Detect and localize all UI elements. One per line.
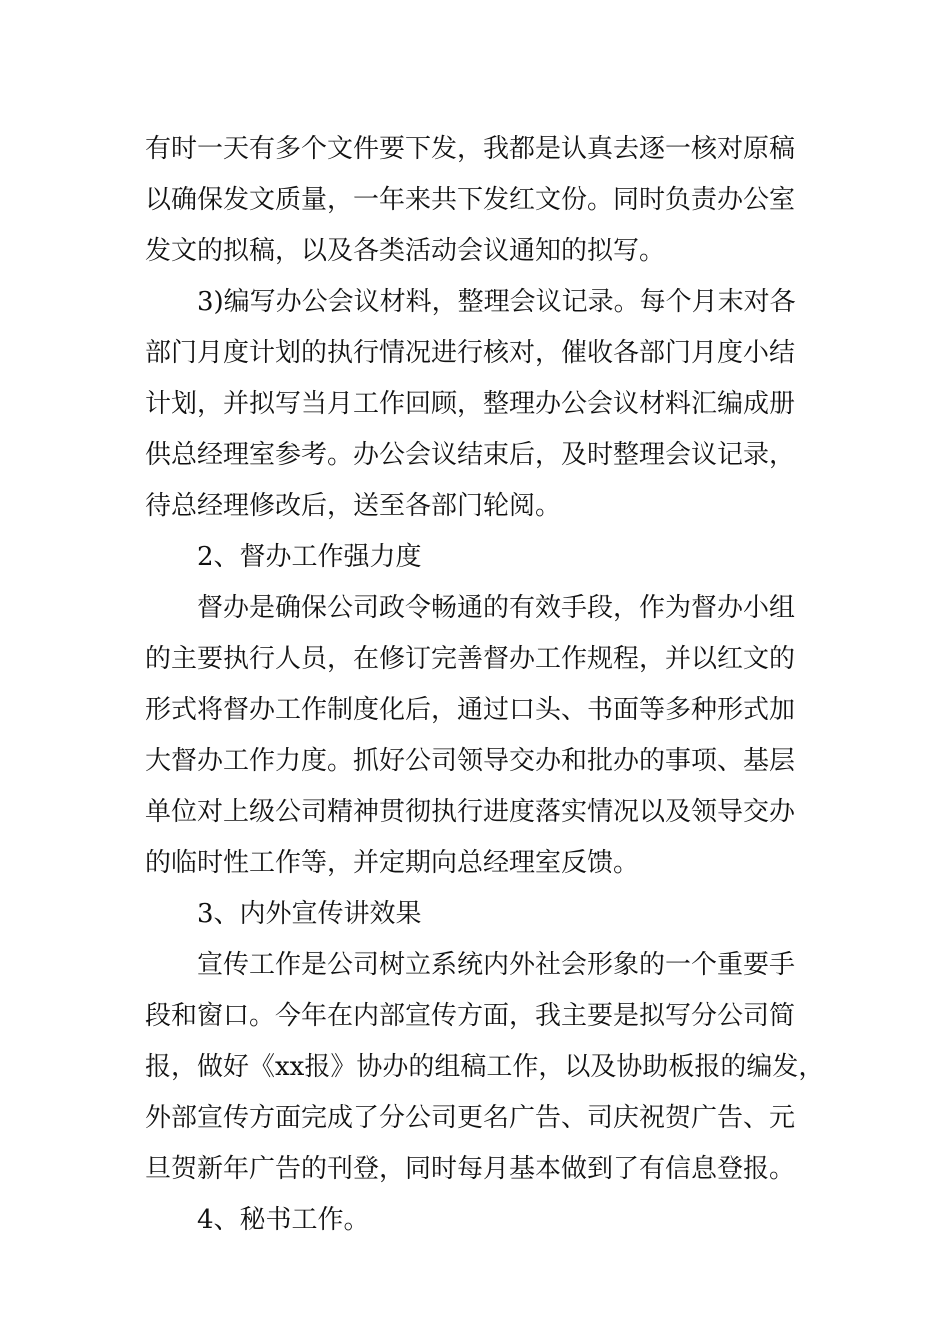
section-heading: 2、督办工作强力度 xyxy=(197,542,422,572)
text-line: 供总经理室参考。办公会议结束后，及时整理会议记录， xyxy=(145,440,796,470)
text-line: 外部宣传方面完成了分公司更名广告、司庆祝贺广告、元 xyxy=(145,1103,796,1133)
section-heading: 3、内外宣传讲效果 xyxy=(197,899,422,929)
text-line: 以确保发文质量，一年来共下发红文份。同时负责办公室 xyxy=(145,185,796,215)
text-line: 部门月度计划的执行情况进行核对，催收各部门月度小结 xyxy=(145,338,796,368)
text-line: 的临时性工作等，并定期向总经理室反馈。 xyxy=(145,848,640,878)
text-line: 形式将督办工作制度化后，通过口头、书面等多种形式加 xyxy=(145,695,796,725)
text-line: 计划，并拟写当月工作回顾，整理办公会议材料汇编成册 xyxy=(145,389,796,419)
text-line: 单位对上级公司精神贯彻执行进度落实情况以及领导交办 xyxy=(145,797,796,827)
paragraph-start-line: 督办是确保公司政令畅通的有效手段，作为督办小组 xyxy=(197,593,796,623)
text-line: 旦贺新年广告的刊登，同时每月基本做到了有信息登报。 xyxy=(145,1154,796,1184)
text-line: 大督办工作力度。抓好公司领导交办和批办的事项、基层 xyxy=(145,746,796,776)
text-line: 待总经理修改后，送至各部门轮阅。 xyxy=(145,491,562,521)
paragraph-start-line: 宣传工作是公司树立系统内外社会形象的一个重要手 xyxy=(197,950,796,980)
text-line: 段和窗口。今年在内部宣传方面，我主要是拟写分公司简 xyxy=(145,1001,796,1031)
text-line: 的主要执行人员，在修订完善督办工作规程，并以红文的 xyxy=(145,644,796,674)
text-line: 有时一天有多个文件要下发，我都是认真去逐一核对原稿 xyxy=(145,134,796,164)
paragraph-start-line: 3)编写办公会议材料，整理会议记录。每个月末对各 xyxy=(197,287,796,317)
section-heading: 4、秘书工作。 xyxy=(197,1205,370,1235)
text-line: 发文的拟稿，以及各类活动会议通知的拟写。 xyxy=(145,236,666,266)
text-line: 报，做好《xx报》协办的组稿工作，以及协助板报的编发， xyxy=(145,1052,825,1082)
document-body xyxy=(145,124,835,1246)
